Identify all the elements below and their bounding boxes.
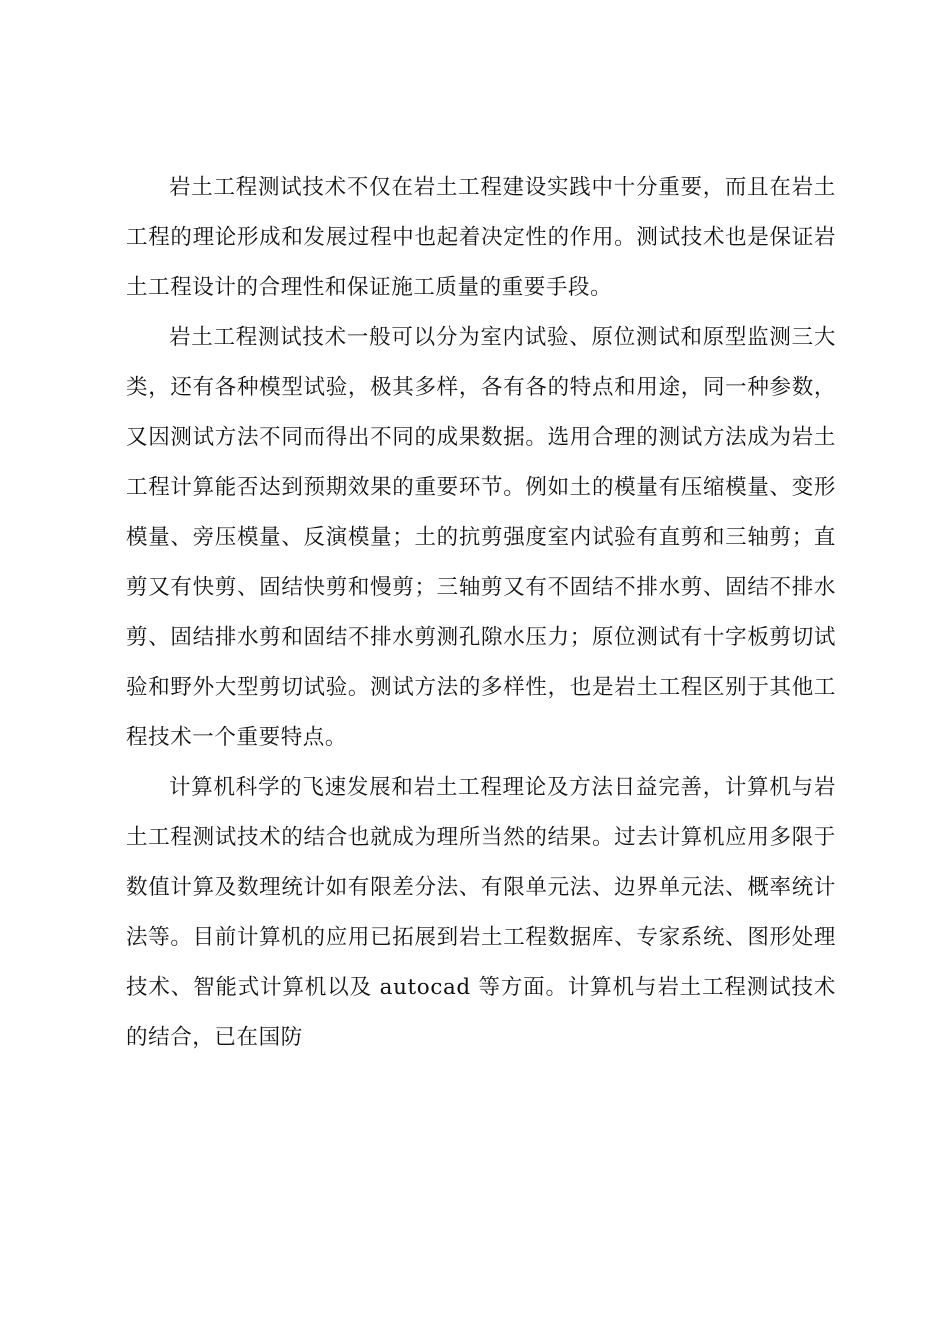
paragraph-3: 计算机科学的飞速发展和岩土工程理论及方法日益完善，计算机与岩土工程测试技术的结合也就成为理所当然的结果。过去计算机应用多限于数值计算及数理统计如有限差分法、有限单元法、边界单元法、概率统计法等。目前计算机的应用已拓展到岩土工程数据库、专家系统、图形处理技术、智能式计算机以及 autocad 等方面。计算机与岩土工程测试技术的结合，已在国防 bbox=[126, 775, 836, 1050]
paragraph-2: 岩土工程测试技术一般可以分为室内试验、原位测试和原型监测三大类，还有各种模型试验，极其多样，各有各的特点和用途，同一种参数，又因测试方法不同而得出不同的成果数据。选用合理的测试方法成为岩土工程计算能否达到预期效果的重要环节。例如土的模量有压缩模量、变形模量、旁压模量、反演模量；土的抗剪强度室内试验有直剪和三轴剪；直剪又有快剪、固结快剪和慢剪；三轴剪又有不固结不排水剪、固结不排水剪、固结排水剪和固结不排水剪测孔隙水压力；原位测试有十字板剪切试验和野外大型剪切试验。测试方法的多样性，也是岩土工程区别于其他工程技术一个重要特点。 bbox=[126, 325, 836, 750]
document-body bbox=[126, 163, 836, 1063]
paragraph-1: 岩土工程测试技术不仅在岩土工程建设实践中十分重要，而且在岩土工程的理论形成和发展过程中也起着决定性的作用。测试技术也是保证岩土工程设计的合理性和保证施工质量的重要手段。 bbox=[126, 175, 836, 300]
